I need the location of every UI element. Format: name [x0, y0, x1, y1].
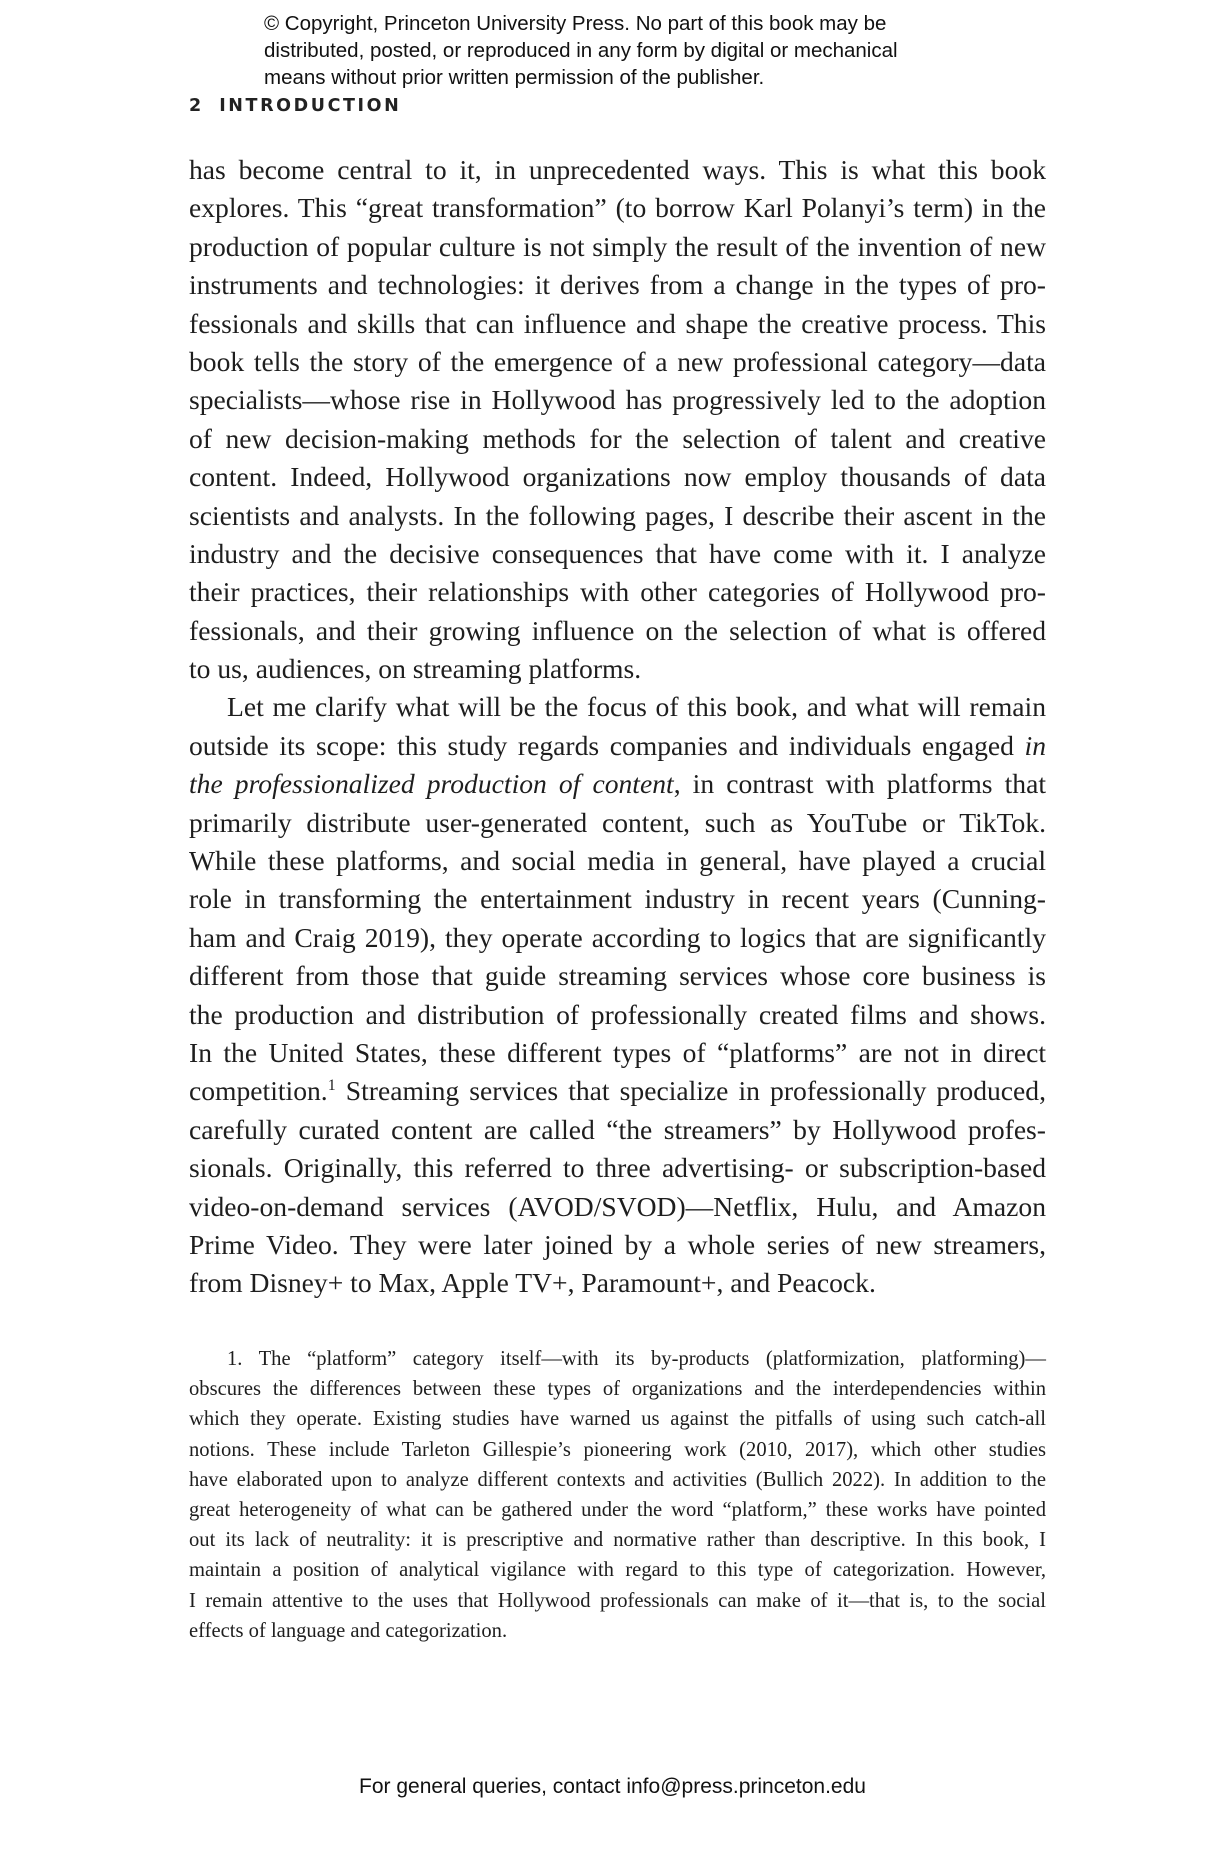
text-line: carefully curated content are called “the streamers” by Hollywood profes- [189, 1113, 1046, 1145]
footnote-line: great heterogeneity of what can be gathered under the word “platform,” these works have pointed [189, 1498, 1046, 1521]
text-line: book tells the story of the emergence of a new professional category—data [189, 345, 1046, 377]
copyright-line: distributed, posted, or reproduced in any form by digital or mechanical [264, 39, 898, 62]
text-line: Let me clarify what will be the focus of this book, and what will remain [227, 691, 1046, 723]
italic-text: in [1024, 729, 1047, 761]
text-run: , in contrast with platforms that [673, 768, 1047, 800]
text-line [189, 727, 1046, 765]
footnote-line: 1. The “platform” category itself—with its by-products (platformization, platforming)— [227, 1348, 1046, 1370]
footnote-line: out its lack of neutrality: it is prescriptive and normative rather than descriptive. In this book, I [189, 1529, 1046, 1552]
text-line: sionals. Originally, this referred to three advertising- or subscription-based [189, 1152, 1046, 1184]
footnote-line: maintain a position of analytical vigilance with regard to this type of categorization. However, [189, 1559, 1046, 1582]
footer-contact: For general queries, contact info@press.princeton.edu [359, 1775, 866, 1798]
copyright-notice [264, 10, 1024, 91]
footnote [189, 1344, 1046, 1646]
text-line: of new decision-making methods for the selection of talent and creative [189, 422, 1046, 454]
section-title: INTRODUCTION [219, 96, 402, 116]
footnote-line: have elaborated upon to analyze different contexts and activities (Bullich 2022). In addition to the [189, 1468, 1046, 1491]
footnote-line: effects of language and categorization. [189, 1619, 508, 1642]
text-line: content. Indeed, Hollywood organizations now employ thousands of data [189, 461, 1046, 493]
text-line: fessionals and skills that can influence and shape the creative process. This [189, 307, 1046, 339]
text-line [189, 1072, 1046, 1110]
text-line: fessionals, and their growing influence on the selection of what is offered [189, 614, 1046, 646]
text-line: to us, audiences, on streaming platforms. [189, 653, 642, 685]
text-line: explores. This “great transformation” (to borrow Karl Polanyi’s term) in the [189, 192, 1046, 224]
text-line: role in transforming the entertainment industry in recent years (Cunning- [189, 883, 1046, 915]
text-line: from Disney+ to Max, Apple TV+, Paramount+, and Peacock. [189, 1267, 876, 1299]
footnote-line: I remain attentive to the uses that Hollywood professionals can make of it—that is, to the social [189, 1589, 1046, 1612]
text-line: video-on-demand services (AVOD/SVOD)—Netflix, Hulu, and Amazon [189, 1190, 1046, 1222]
text-line: their practices, their relationships with other categories of Hollywood pro- [189, 576, 1046, 608]
footnote-line: obscures the differences between these types of organizations and the interdependencies within [189, 1378, 1046, 1401]
text-line: has become central to it, in unprecedented ways. This is what this book [189, 154, 1046, 185]
page-number: 2 [189, 96, 202, 116]
text-line: the production and distribution of professionally created films and shows. [189, 998, 1046, 1030]
text-line: scientists and analysts. In the following pages, I describe their ascent in the [189, 499, 1046, 531]
copyright-line: means without prior written permission of the publisher. [264, 66, 765, 89]
text-line: Prime Video. They were later joined by a whole series of new streamers, [189, 1228, 1046, 1260]
footnote-line: which they operate. Existing studies have warned us against the pitfalls of using such catch-all [189, 1408, 1046, 1431]
running-head [189, 96, 401, 116]
text-line: instruments and technologies: it derives from a change in the types of pro- [189, 269, 1046, 301]
text-line: specialists—whose rise in Hollywood has progressively led to the adoption [189, 384, 1046, 416]
text-run: competition. [189, 1075, 328, 1107]
footnote-ref[interactable]: 1 [327, 1077, 336, 1095]
text-run: Streaming services that specialize in professionally produced, [335, 1075, 1046, 1107]
text-line: In the United States, these different types of “platforms” are not in direct [189, 1036, 1046, 1068]
text-line: different from those that guide streaming services whose core business is [189, 960, 1046, 992]
footnote-line: notions. These include Tarleton Gillespie’s pioneering work (2010, 2017), which other studies [189, 1438, 1046, 1461]
text-line: While these platforms, and social media in general, have played a crucial [189, 845, 1046, 877]
text-line: primarily distribute user-generated content, such as YouTube or TikTok. [189, 806, 1046, 838]
text-line: production of popular culture is not simply the result of the invention of new [189, 230, 1046, 262]
italic-text: the professionalized production of content [189, 768, 674, 800]
text-line [189, 765, 1046, 803]
copyright-line: © Copyright, Princeton University Press. No part of this book may be [264, 12, 887, 35]
text-line: industry and the decisive consequences that have come with it. I analyze [189, 537, 1046, 569]
text-line: ham and Craig 2019), they operate according to logics that are significantly [189, 921, 1046, 953]
main-body-text [189, 151, 1046, 1303]
text-run: outside its scope: this study regards companies and individuals engaged [189, 729, 1014, 761]
